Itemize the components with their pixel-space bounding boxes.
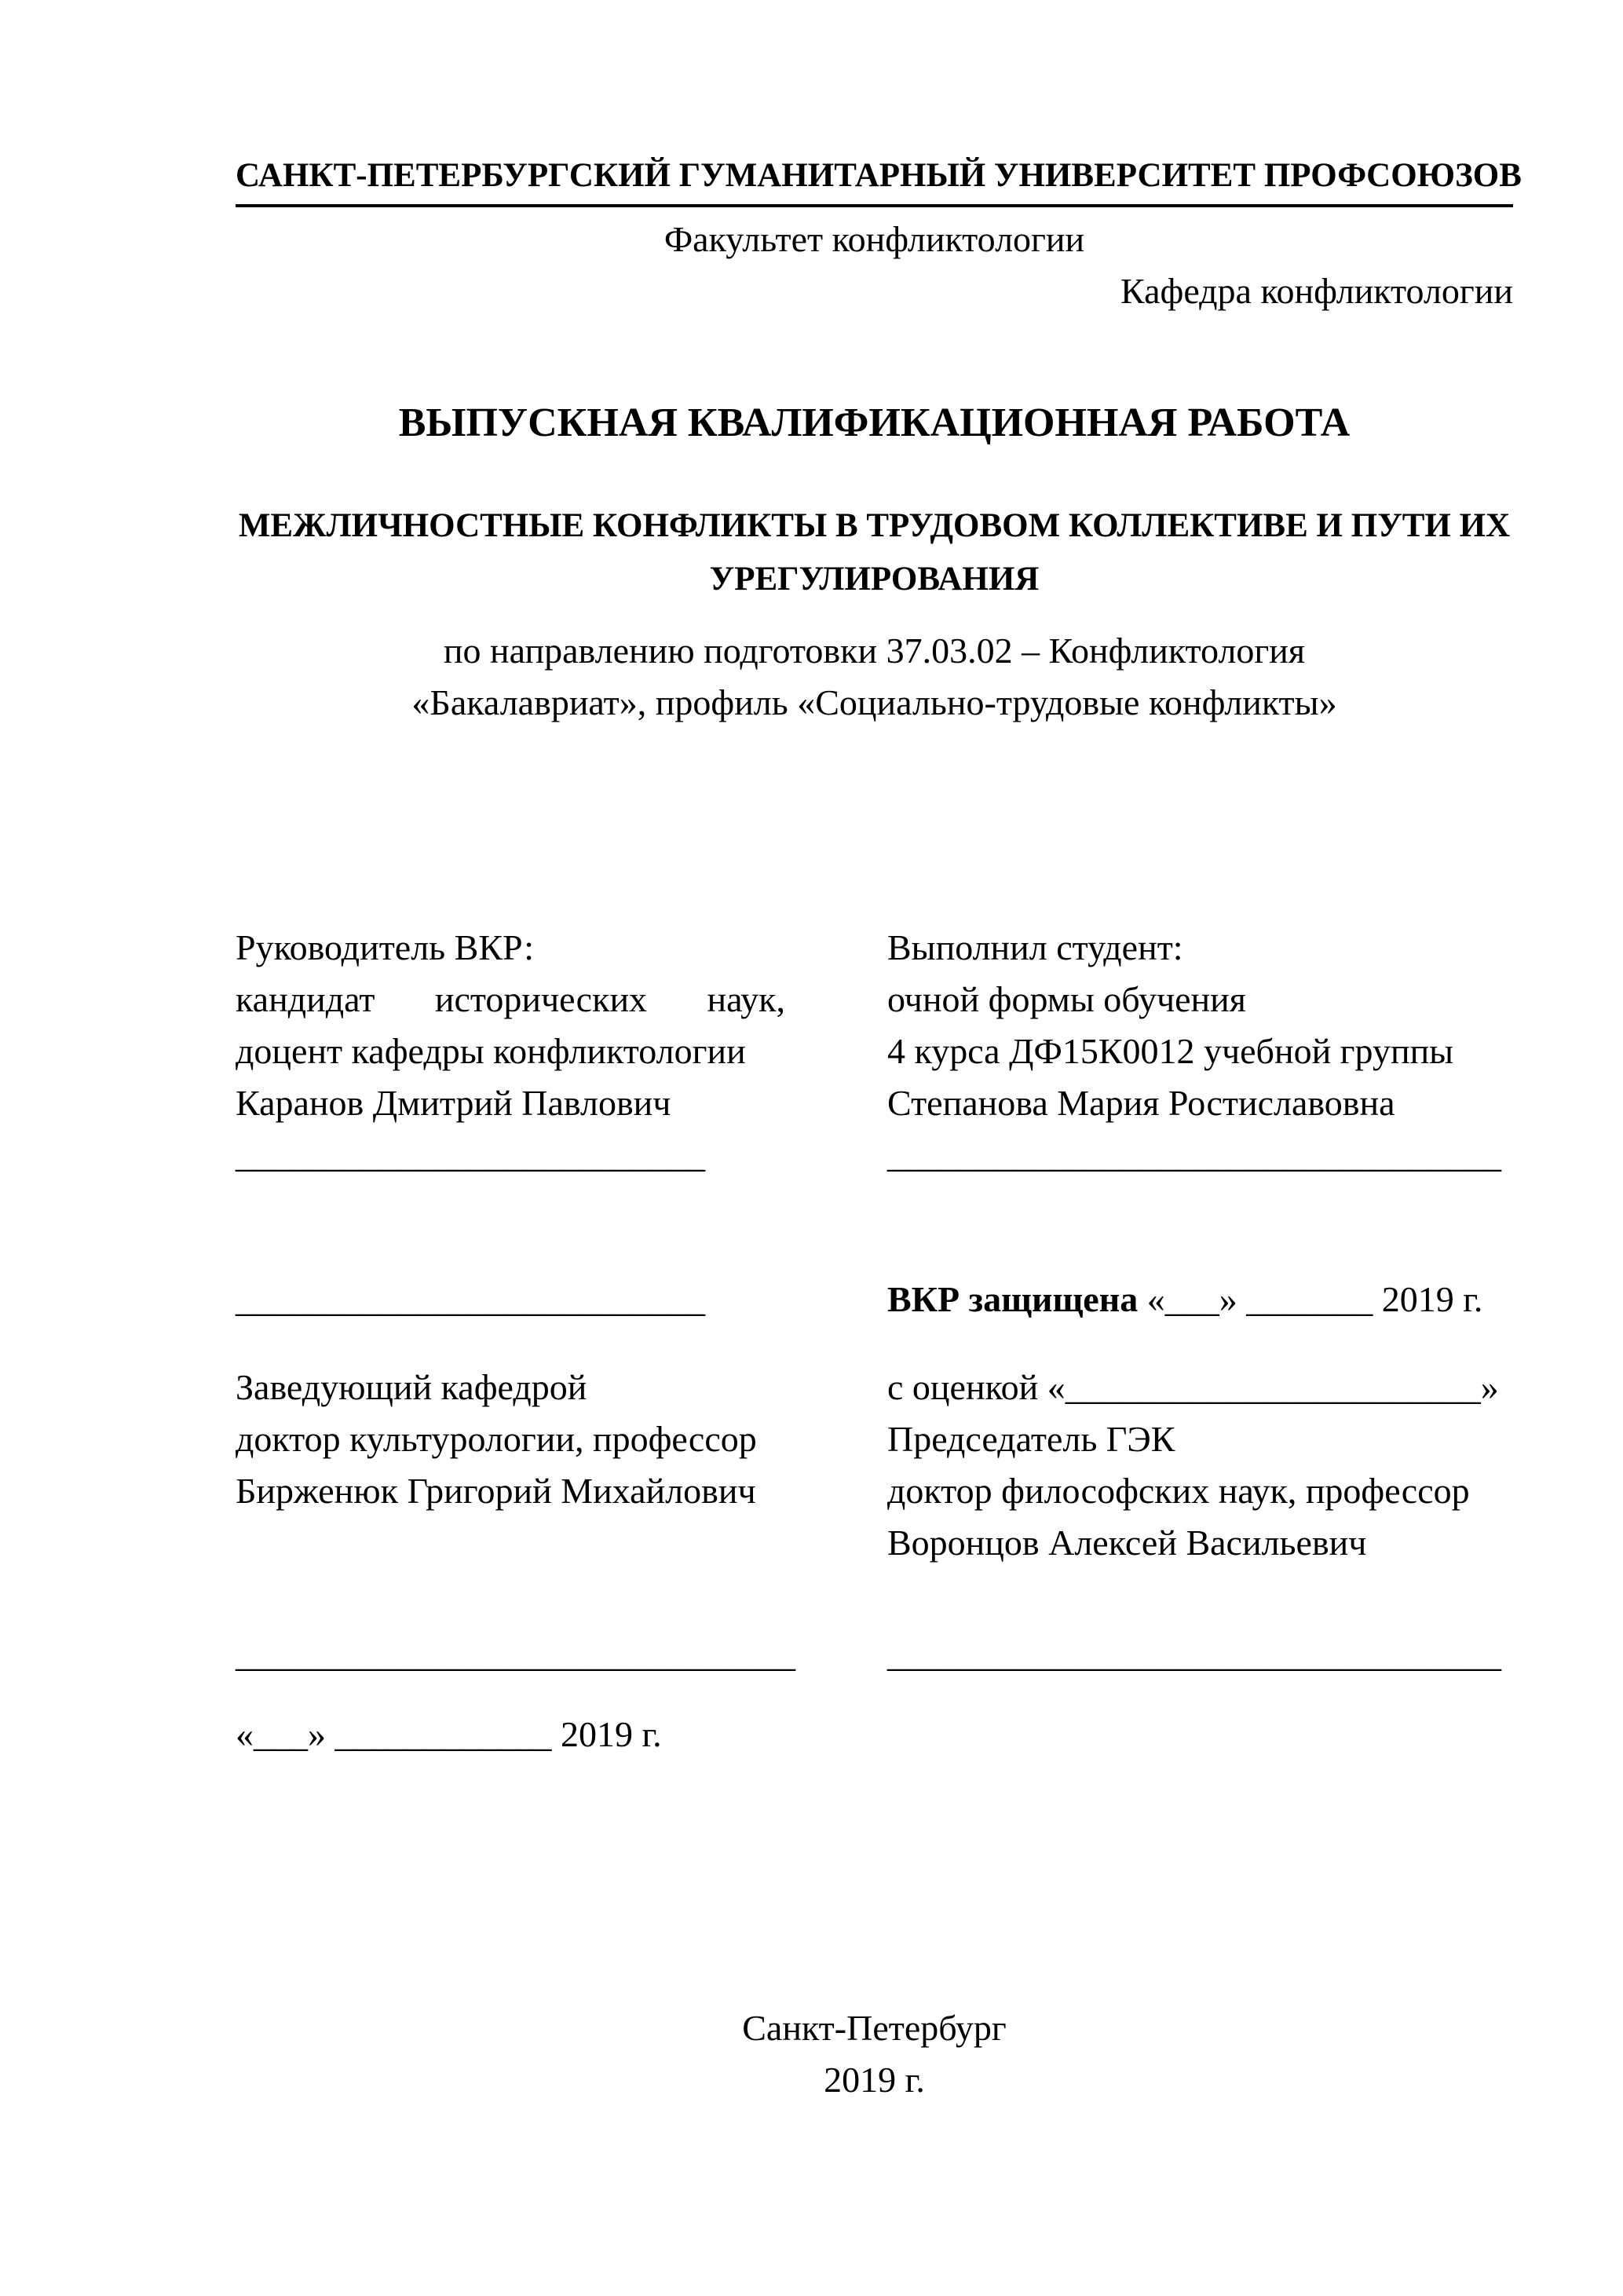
supervisor-name: Каранов Дмитрий Павлович <box>236 1083 671 1123</box>
supervisor-degree: кандидат исторических наук, <box>236 979 785 1019</box>
footer-year: 2019 г. <box>824 2060 925 2100</box>
department-head-date-line <box>236 1709 785 1760</box>
program-info <box>236 625 1513 729</box>
empty-cell <box>887 1709 1513 1760</box>
student-group: 4 курса ДФ15К0012 учебной группы <box>887 1031 1454 1071</box>
department-name: Кафедра конфликтологии <box>1120 271 1513 311</box>
department-head-block <box>236 1362 785 1569</box>
student-label: Выполнил студент: <box>887 927 1183 967</box>
department-head-signature-blank: _______________________________ <box>236 1634 795 1674</box>
faculty-name: Факультет конфликтологии <box>663 219 1085 259</box>
defense-line <box>887 1274 1513 1325</box>
chairman-signature-line <box>887 1629 1513 1680</box>
student-signature-line <box>887 1129 1513 1181</box>
grade-line: с оценкой «_______________________» <box>887 1367 1499 1407</box>
grade-chairman-block <box>887 1362 1513 1569</box>
university-name: САНКТ-ПЕТЕРБУРГСКИЙ ГУМАНИТАРНЫЙ УНИВЕРСИТЕТ ПРОФСОЮЗОВ <box>236 154 1513 207</box>
supervisor-signature-blank-2: __________________________ <box>236 1279 705 1319</box>
department-head-name: Бирженюк Григорий Михайлович <box>236 1471 756 1511</box>
student-block <box>887 922 1513 1129</box>
chairman-signature-blank: __________________________________ <box>887 1634 1501 1674</box>
thesis-title-line2: УРЕГУЛИРОВАНИЯ <box>709 561 1040 598</box>
student-name: Степанова Мария Ростиславовна <box>887 1083 1395 1123</box>
student-study-form: очной формы обучения <box>887 979 1246 1019</box>
footer <box>236 2002 1513 2106</box>
supervisor-signature-line-2 <box>236 1274 785 1325</box>
thesis-title-line1: МЕЖЛИЧНОСТНЫЕ КОНФЛИКТЫ В ТРУДОВОМ КОЛЛЕКТИВЕ И ПУТИ ИХ <box>238 507 1511 544</box>
chairman-degree: доктор философских наук, профессор <box>887 1471 1470 1511</box>
footer-city: Санкт-Петербург <box>742 2008 1007 2048</box>
work-type-title: ВЫПУСКНАЯ КВАЛИФИКАЦИОННАЯ РАБОТА <box>398 400 1351 445</box>
department-head-degree: доктор культурологии, профессор <box>236 1419 757 1459</box>
supervisor-label: Руководитель ВКР: <box>236 927 535 967</box>
chairman-name: Воронцов Алексей Васильевич <box>887 1523 1367 1563</box>
department-head-signature-line <box>236 1629 795 1680</box>
program-direction: по направлению подготовки 37.03.02 – Конфликтология <box>443 631 1306 671</box>
defense-date-blank: «___» _______ 2019 г. <box>1146 1279 1483 1319</box>
supervisor-signature-blank: __________________________ <box>236 1135 705 1175</box>
supervisor-block <box>236 922 785 1129</box>
defense-label: ВКР защищена <box>887 1279 1139 1319</box>
thesis-title <box>236 499 1513 606</box>
department-head-label: Заведующий кафедрой <box>236 1367 587 1407</box>
department-head-date-blank: «___» ____________ 2019 г. <box>236 1714 662 1754</box>
chairman-label: Председатель ГЭК <box>887 1419 1175 1459</box>
student-signature-blank: __________________________________ <box>887 1135 1501 1175</box>
supervisor-signature-line <box>236 1129 785 1181</box>
program-profile: «Бакалавриат», профиль «Социально-трудовые конфликты» <box>411 682 1337 722</box>
signature-columns <box>236 922 1513 1760</box>
supervisor-position: доцент кафедры конфликтологии <box>236 1031 746 1071</box>
defense-statement <box>887 1274 1513 1325</box>
